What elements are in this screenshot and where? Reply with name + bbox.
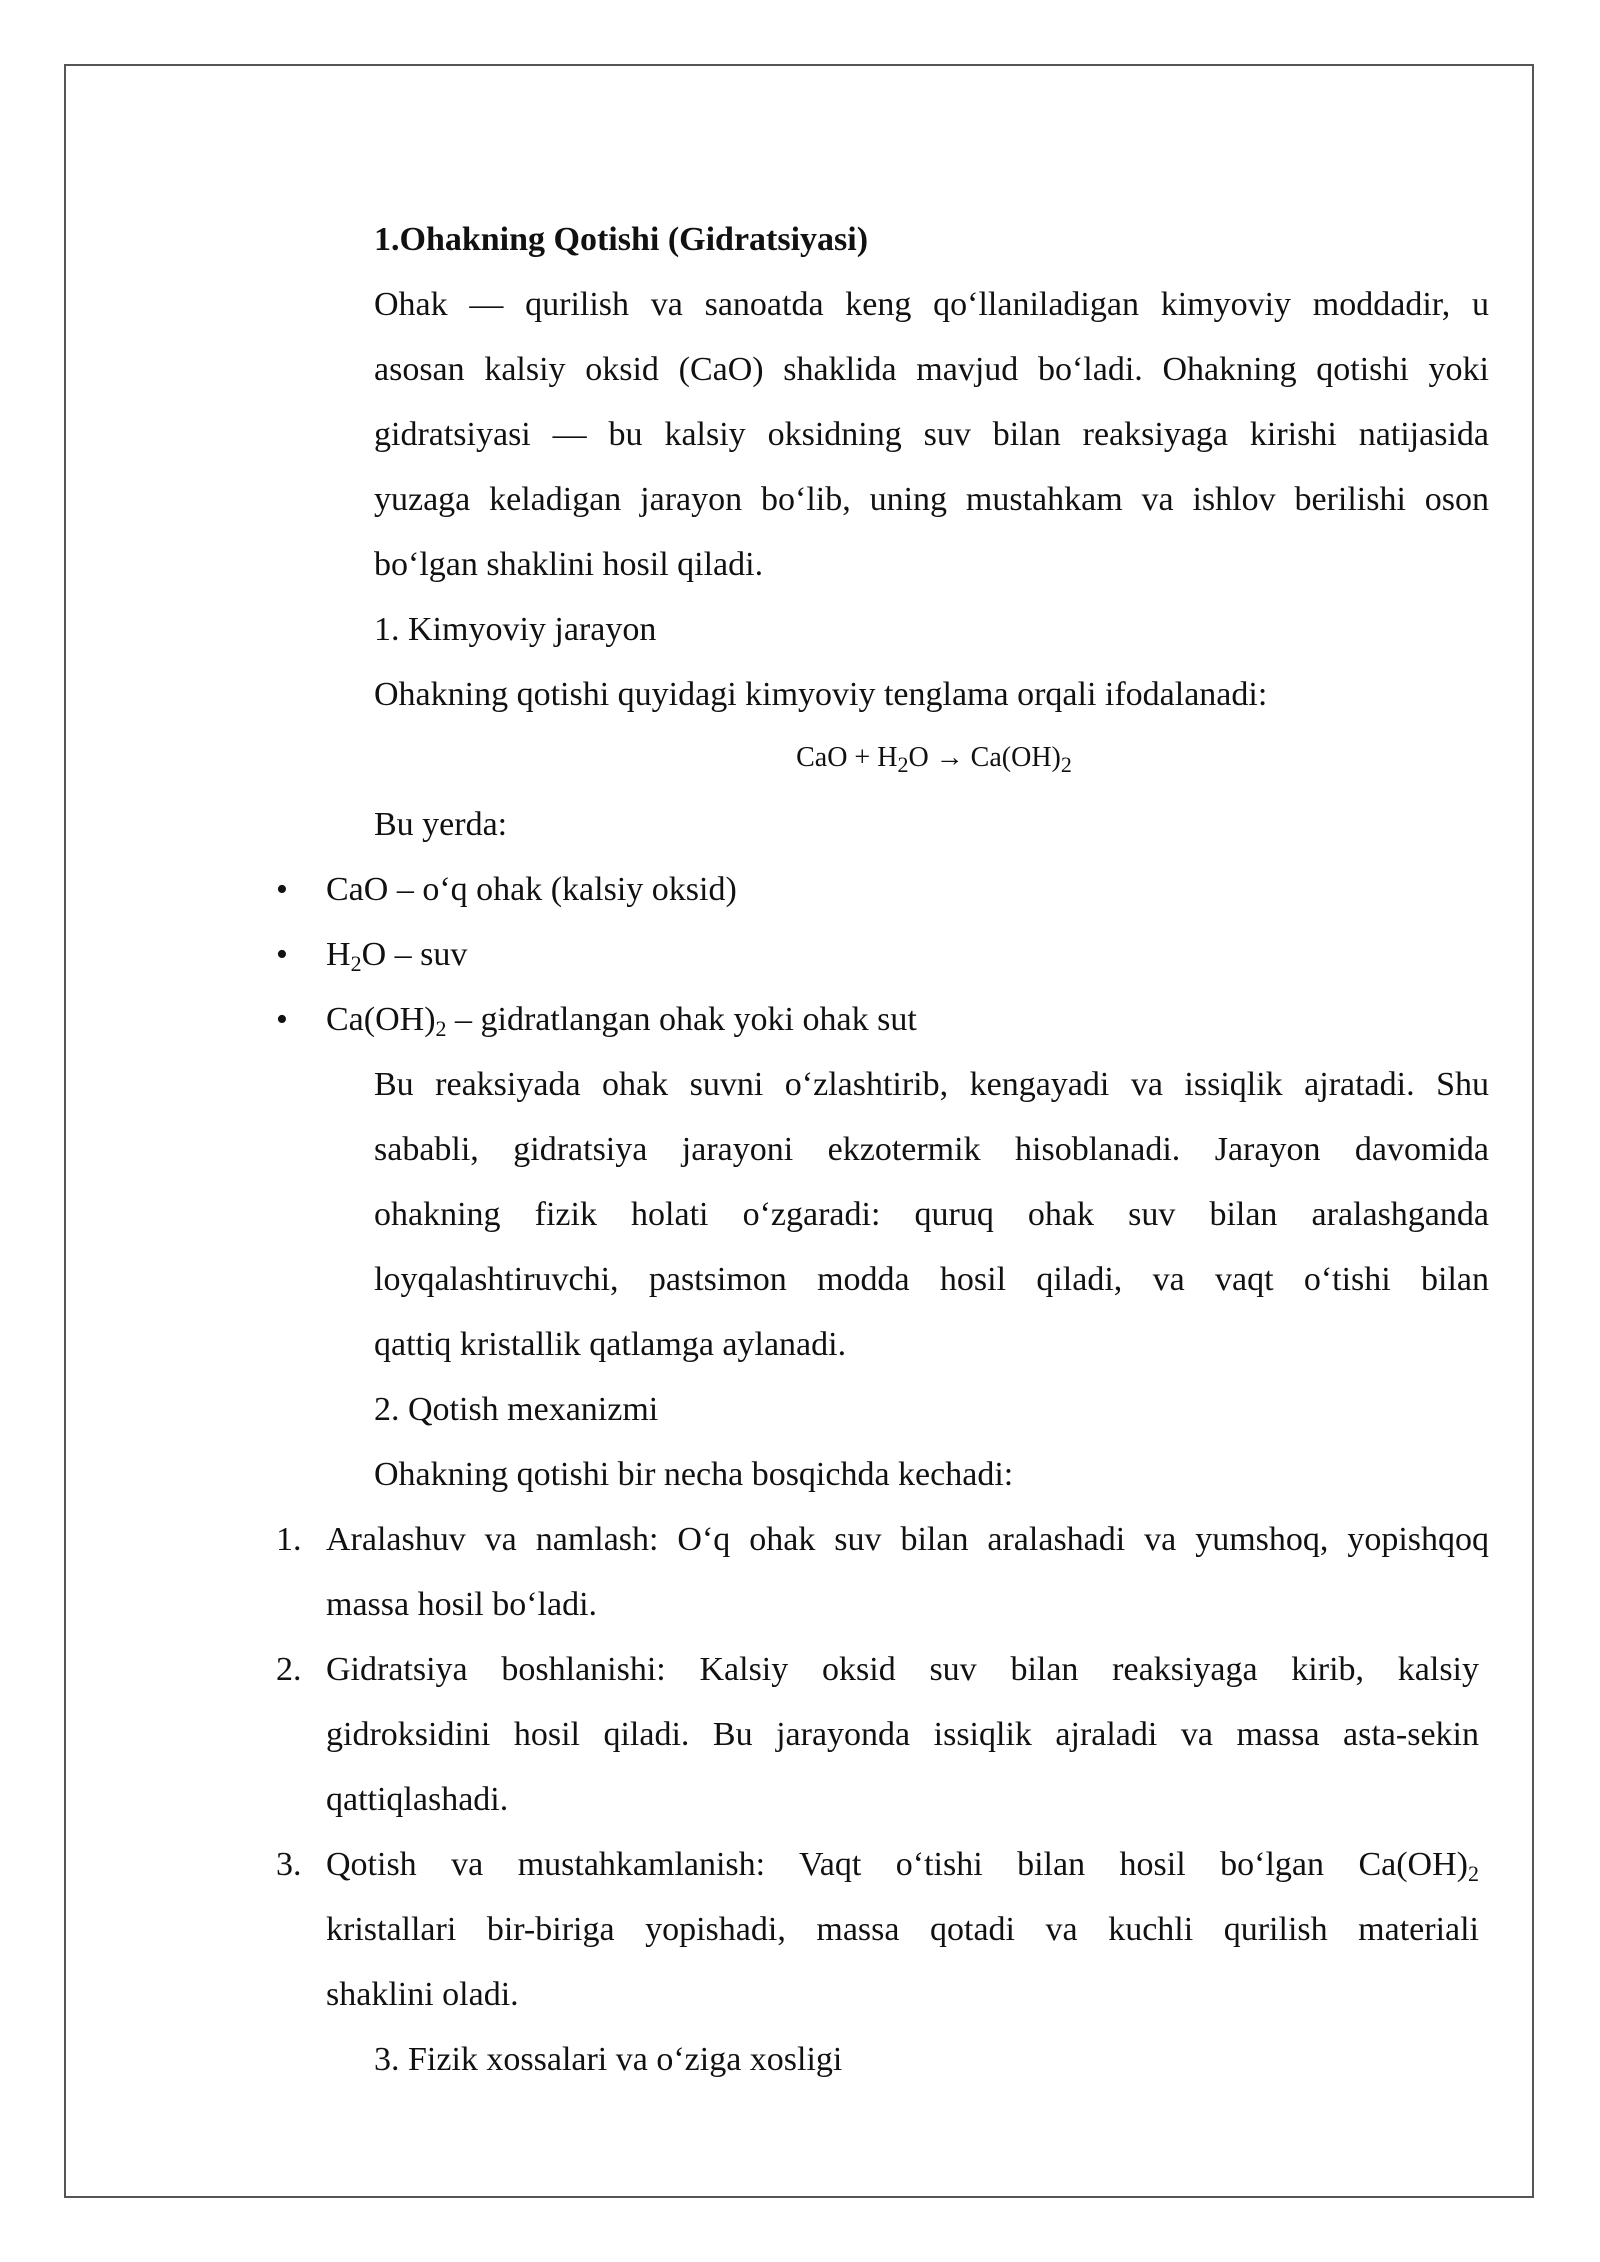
step-line: qattiqlashadi. (326, 1781, 509, 1818)
intro-line: gidratsiyasi — bu kalsiy oksidning suv bilan reaksiyaga kirishi natijasida (374, 416, 1489, 453)
section-1-intro: Ohakning qotishi quyidagi kimyoviy tenglama orqali ifodalanadi: (374, 676, 1268, 713)
bullet-item: CaO – o‘q ohak (kalsiy oksid) (326, 871, 737, 908)
reaction-line: Bu reaksiyada ohak suvni o‘zlashtirib, kengayadi va issiqlik ajratadi. Shu (374, 1066, 1489, 1103)
step-line: shaklini oladi. (326, 1976, 519, 2013)
section-heading-3: 3. Fizik xossalari va o‘ziga xosligi (374, 2041, 843, 2078)
here-label: Bu yerda: (374, 806, 508, 843)
intro-line: yuzaga keladigan jarayon bo‘lib, uning mustahkam va ishlov berilishi oson (374, 481, 1489, 518)
bullet-icon: • (276, 871, 288, 908)
document-title: 1.Ohakning Qotishi (Gidratsiyasi) (374, 221, 869, 258)
step-line: Aralashuv va namlash: O‘q ohak suv bilan aralashadi va yumshoq, yopishqoq (326, 1521, 1489, 1558)
reaction-line: qattiq kristallik qatlamga aylanadi. (374, 1326, 847, 1363)
step-line: gidroksidini hosil qiladi. Bu jarayonda issiqlik ajraladi va massa asta-sekin (326, 1716, 1479, 1753)
bullet-item: $Ca(OH)_2$ – gidratlangan ohak yoki ohak sut (326, 1001, 917, 1041)
bullet-item: $H_2O$ – suv (326, 936, 468, 976)
list-number: 1. (276, 1521, 302, 1558)
chemical-equation: CaO + $H_2O \to Ca(OH)_2$ (796, 742, 1072, 777)
list-number: 2. (276, 1651, 302, 1688)
intro-line: asosan kalsiy oksid (CaO) shaklida mavjud bo‘ladi. Ohakning qotishi yoki (374, 351, 1489, 388)
step-line: Qotish va mustahkamlanish: Vaqt o‘tishi bilan hosil bo‘lgan $Ca(OH)_2$ (326, 1846, 1479, 1886)
section-heading-2: 2. Qotish mexanizmi (374, 1391, 659, 1428)
bullet-icon: • (276, 936, 288, 973)
list-number: 3. (276, 1846, 302, 1883)
intro-line: bo‘lgan shaklini hosil qiladi. (374, 546, 764, 583)
reaction-line: sababli, gidratsiya jarayoni ekzotermik hisoblanadi. Jarayon davomida (374, 1131, 1489, 1168)
reaction-line: loyqalashtiruvchi, pastsimon modda hosil qiladi, va vaqt o‘tishi bilan (374, 1261, 1489, 1298)
step-line: kristallari bir-biriga yopishadi, massa qotadi va kuchli qurilish materiali (326, 1911, 1479, 1948)
section-2-intro: Ohakning qotishi bir necha bosqichda kechadi: (374, 1456, 1014, 1493)
section-heading-1: 1. Kimyoviy jarayon (374, 611, 657, 648)
step-line: Gidratsiya boshlanishi: Kalsiy oksid suv bilan reaksiyaga kirib, kalsiy (326, 1651, 1479, 1688)
step-line: massa hosil bo‘ladi. (326, 1586, 598, 1623)
reaction-line: ohakning fizik holati o‘zgaradi: quruq ohak suv bilan aralashganda (374, 1196, 1489, 1233)
intro-line: Ohak — qurilish va sanoatda keng qo‘llaniladigan kimyoviy moddadir, u (374, 286, 1489, 323)
bullet-icon: • (276, 1001, 288, 1038)
